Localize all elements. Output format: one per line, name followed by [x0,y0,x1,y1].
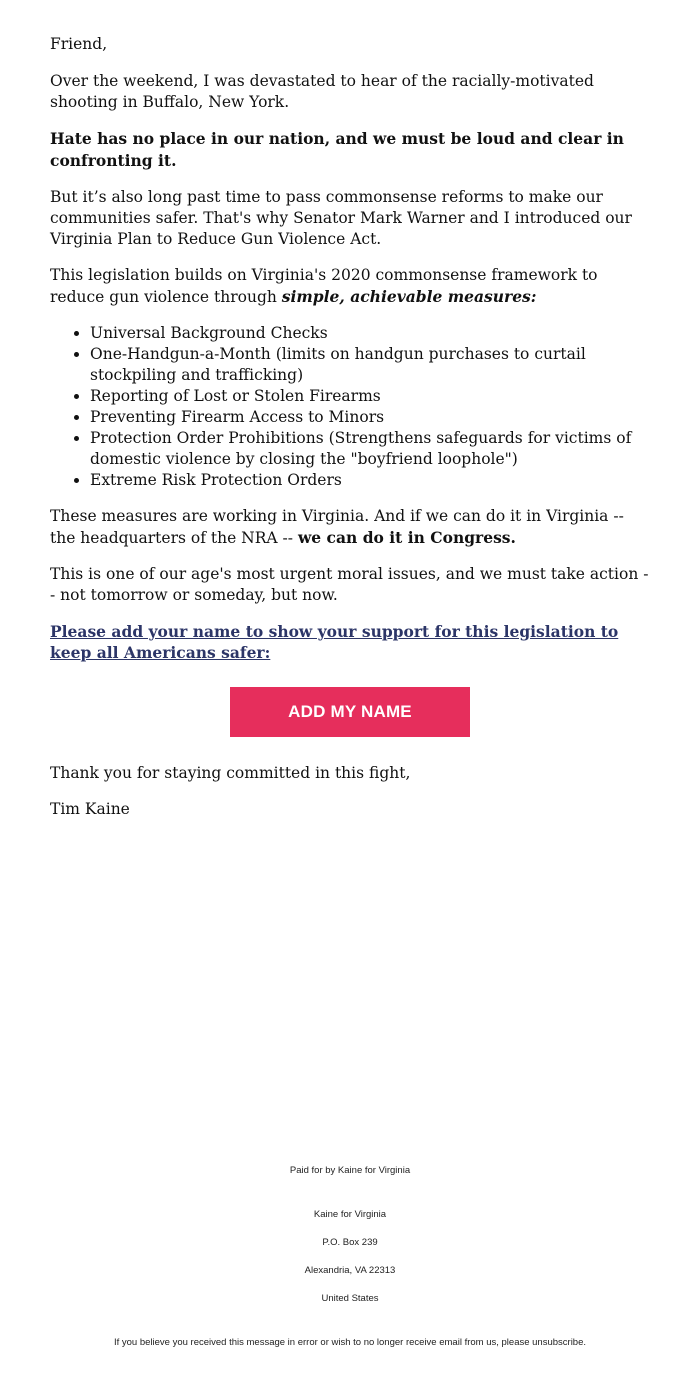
paragraph-buffalo: Over the weekend, I was devastated to hear of the racially-motivated shooting in Buffalo, New York. [50,72,594,111]
support-link[interactable]: Please add your name to show your support for this legislation to keep all Americans safer: [50,622,619,662]
closing-thanks: Thank you for staying committed in this fight, [50,764,411,782]
congress-statement: we can do it in Congress. [297,528,516,547]
signature: Tim Kaine [50,800,130,818]
legislation-emphasis: simple, achievable measures: [281,287,537,306]
paragraph-urgent: This is one of our age's most urgent moral issues, and we must take action -- not tomorrow or someday, but now. [50,565,649,604]
footer-org: Kaine for Virginia [313,1209,387,1220]
list-item: • One-Handgun-a-Month (limits on handgun purchases to curtail stockpiling and trafficking) [90,344,650,386]
paragraph-legislation [50,265,650,308]
measures-list [50,323,650,491]
working-lead: These measures are working in Virginia. And if we can do it in Virginia -- the headquarters of the NRA -- [50,507,624,547]
add-my-name-button[interactable]: ADD MY NAME [230,687,470,737]
paragraph-working [50,506,650,549]
footer-po-box: P.O. Box 239 [322,1237,378,1248]
legislation-lead: This legislation builds on Virginia's 2020 commonsense framework to reduce gun violence through [50,266,598,306]
bold-statement: Hate has no place in our nation, and we must be loud and clear in confronting it. [50,129,624,170]
list-item: • Protection Order Prohibitions (Strengthens safeguards for victims of domestic violence by closing the "boyfriend loophole") [90,428,650,470]
footer-city: Alexandria, VA 22313 [304,1265,396,1276]
greeting: Friend, [50,35,108,53]
list-item: • Preventing Firearm Access to Minors [90,407,650,428]
paragraph-hate [50,128,650,172]
button-container [50,687,650,737]
unsubscribe-notice[interactable]: If you believe you received this message in error or wish to no longer receive email from us, please unsubscribe. [113,1337,587,1348]
list-item: • Reporting of Lost or Stolen Firearms [90,386,650,407]
email-body [50,34,650,835]
footer-country: United States [321,1293,379,1304]
paragraph-reforms: But it’s also long past time to pass commonsense reforms to make our communities safer. That's why Senator Mark Warner and I introduced our Virginia Plan to Reduce Gun Violence Act. [50,188,632,248]
list-item: • Extreme Risk Protection Orders [90,470,650,491]
list-item: • Universal Background Checks [90,323,650,344]
paid-for-disclaimer: Paid for by Kaine for Virginia [289,1165,411,1176]
